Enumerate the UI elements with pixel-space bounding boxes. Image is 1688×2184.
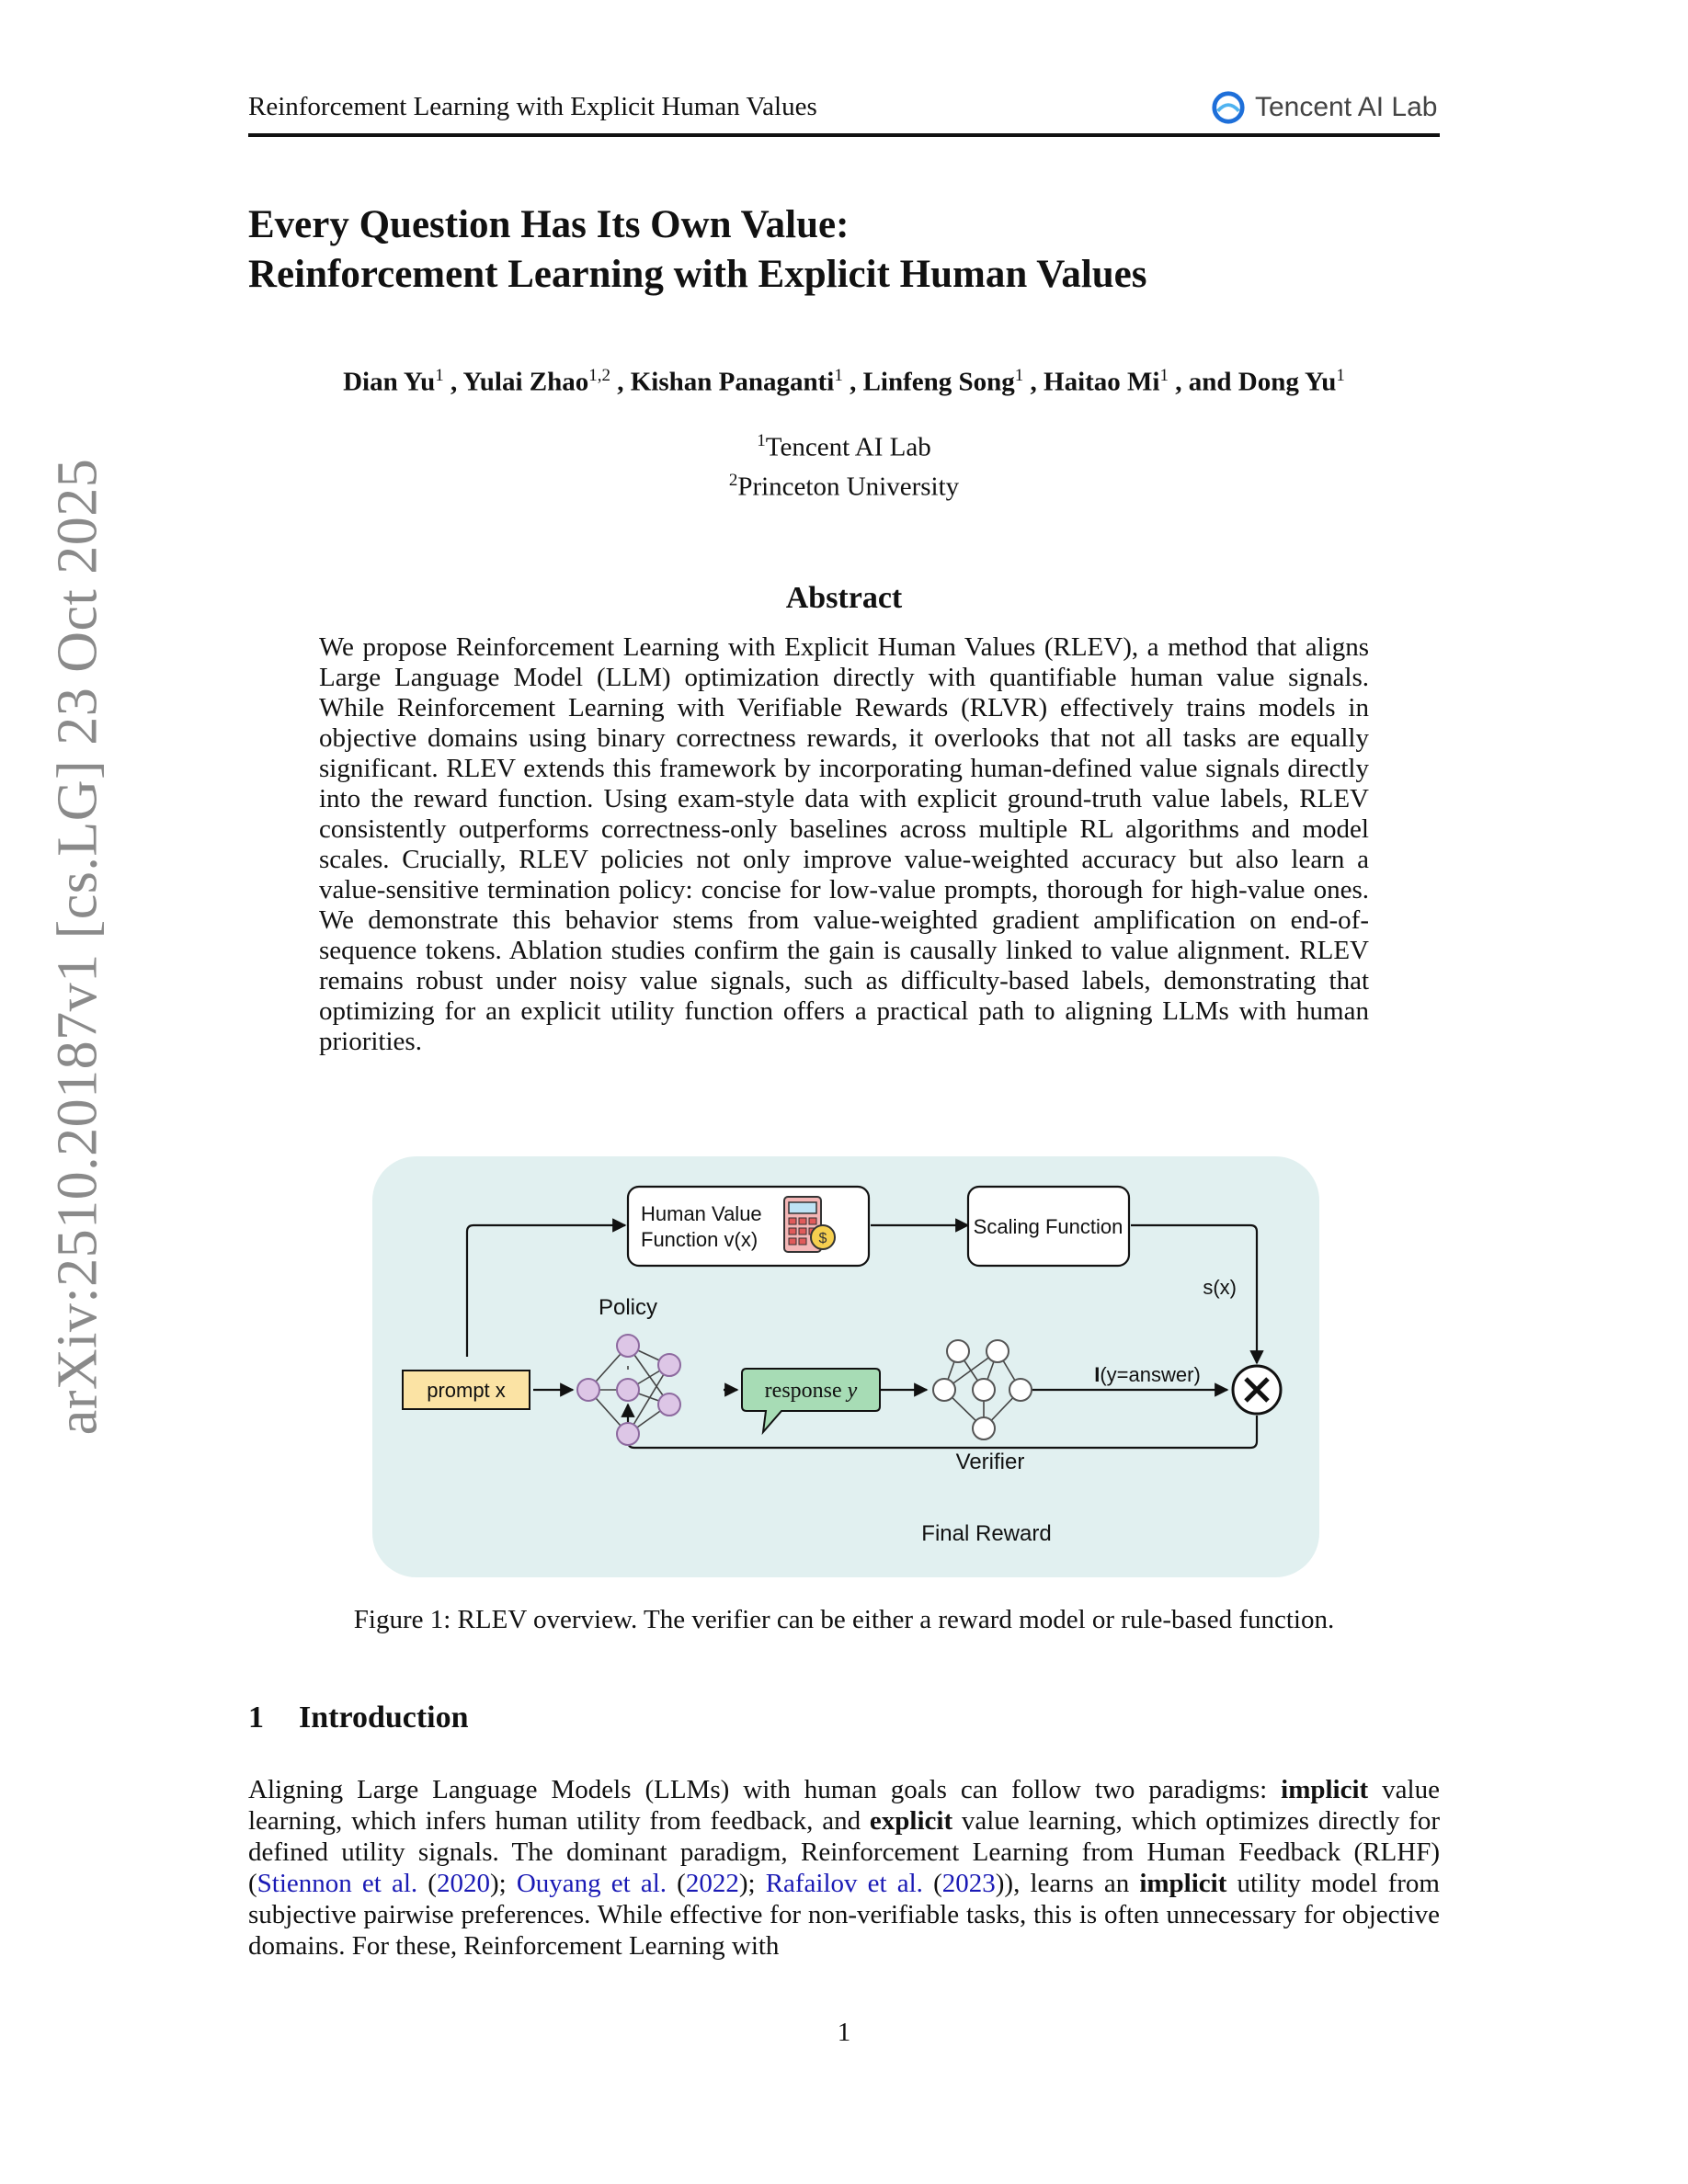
citation-year-link[interactable]: 2022 <box>685 1869 739 1898</box>
citation-link[interactable]: Stiennon et al. <box>257 1869 418 1898</box>
citation-year-link[interactable]: 2020 <box>436 1869 490 1898</box>
author-name: Dian Yu <box>343 367 436 397</box>
response-label: response y <box>764 1379 858 1403</box>
citation-year-link[interactable]: 2023 <box>941 1869 996 1898</box>
human-value-box <box>628 1187 869 1266</box>
abstract-heading: Abstract <box>785 581 903 615</box>
policy-label: Policy <box>598 1295 658 1320</box>
header-rule <box>248 133 1440 137</box>
author-separator: , and <box>1168 367 1238 397</box>
author-name: Kishan Panaganti <box>630 367 835 397</box>
verifier-label: Verifier <box>955 1450 1025 1474</box>
logo-text: Tencent AI Lab <box>1255 92 1438 122</box>
citation-link[interactable]: Ouyang et al. <box>516 1869 667 1898</box>
author-affiliation-marker: 1,2 <box>588 366 610 385</box>
figure-caption: Figure 1: RLEV overview. The verifier can be either a reward model or rule-based function. <box>353 1605 1335 1634</box>
affiliation-name: Tencent AI Lab <box>765 432 931 462</box>
running-title: Reinforcement Learning with Explicit Human Values <box>248 92 817 121</box>
affiliation-marker: 1 <box>757 431 766 450</box>
author-separator: , <box>443 367 463 397</box>
human-value-line-1: Human Value <box>641 1202 762 1225</box>
rlev-overview-figure <box>372 1156 1319 1577</box>
author-list <box>0 366 1688 398</box>
multiply-icon <box>1233 1366 1281 1414</box>
author-affiliation-marker: 1 <box>1336 366 1345 385</box>
s-of-x-label: s(x) <box>1203 1276 1237 1299</box>
page-number: 1 <box>837 2018 851 2047</box>
author-affiliation-marker: 1 <box>834 366 843 385</box>
affiliation-item <box>0 464 1688 504</box>
indicator-label: I(y=answer) <box>1094 1363 1201 1386</box>
tencent-logo <box>1211 87 1438 128</box>
scaling-function-label: Scaling Function <box>973 1215 1123 1238</box>
human-value-line-2: Function v(x) <box>641 1228 758 1251</box>
svg-text:$: $ <box>818 1231 827 1246</box>
affiliation-name: Princeton University <box>737 472 960 502</box>
author-separator: , <box>1023 367 1044 397</box>
final-reward-label: Final Reward <box>921 1521 1052 1546</box>
paper-title <box>248 200 1147 300</box>
author-name: Yulai Zhao <box>462 367 589 397</box>
author-separator: , <box>842 367 863 397</box>
abstract-body: We propose Reinforcement Learning with Explicit Human Values (RLEV), a method that aligns Large Language Model (LLM) optimization directly with quantifiable human value signals. While Reinforcement Learning with Verifiable Rewards (RLVR) effectively trains models in objective domains using binary correctness rewards, it overlooks that not all tasks are equally significant. RLEV extends this framework by incorporating human-defined value signals directly into the reward function. Using exam-style data with explicit ground-truth value labels, RLEV consistently outperforms correctness-only baselines across multiple RL algorithms and model scales. Crucially, RLEV policies not only improve value-weighted accuracy but also learn a value-sensitive termination policy: concise for low-value prompts, thorough for high-value ones. We demonstrate this behavior stems from value-weighted gradient amplification on end-of-sequence tokens. Ablation studies confirm the gain is causally linked to value alignment. RLEV remains robust under noisy value signals, such as difficulty-based labels, demonstrating that optimizing for an explicit utility function offers a practical path to aligning LLMs with human priorities. <box>319 632 1369 1056</box>
introduction-paragraph: Aligning Large Language Models (LLMs) with human goals can follow two paradigms: implicit value learning, which infers human utility from feedback, and explicit value learning, which optimizes directly for defined utility signals. The dominant paradigm, Reinforcement Learning from Human Feedback (RLHF) (Stiennon et al. (2020); Ouyang et al. (2022); Rafailov et al. (2023)), learns an implicit utility model from subjective pairwise preferences. While effective for non-verifiable tasks, this is often unnecessary for objective domains. For these, Reinforcement Learning with <box>248 1775 1440 1961</box>
author-affiliation-marker: 1 <box>435 366 444 385</box>
tencent-logo-icon <box>1211 90 1246 125</box>
title-line-1: Every Question Has Its Own Value: <box>248 203 850 246</box>
affiliation-list <box>0 425 1688 503</box>
citation-link[interactable]: Rafailov et al. <box>765 1869 923 1898</box>
author-name: Haitao Mi <box>1044 367 1160 397</box>
arxiv-identifier: arXiv:2510.20187v1 [cs.LG] 23 Oct 2025 <box>46 458 109 1436</box>
prompt-label: prompt x <box>427 1379 506 1402</box>
section-heading <box>248 1701 469 1735</box>
author-separator: , <box>610 367 631 397</box>
affiliation-item <box>0 425 1688 464</box>
author-affiliation-marker: 1 <box>1159 366 1169 385</box>
section-number: 1 <box>248 1701 264 1735</box>
title-line-2: Reinforcement Learning with Explicit Human Values <box>248 253 1147 296</box>
author-name: Dong Yu <box>1237 367 1337 397</box>
section-title: Introduction <box>299 1701 469 1735</box>
author-name: Linfeng Song <box>862 367 1015 397</box>
author-affiliation-marker: 1 <box>1014 366 1024 385</box>
affiliation-marker: 2 <box>728 470 738 490</box>
